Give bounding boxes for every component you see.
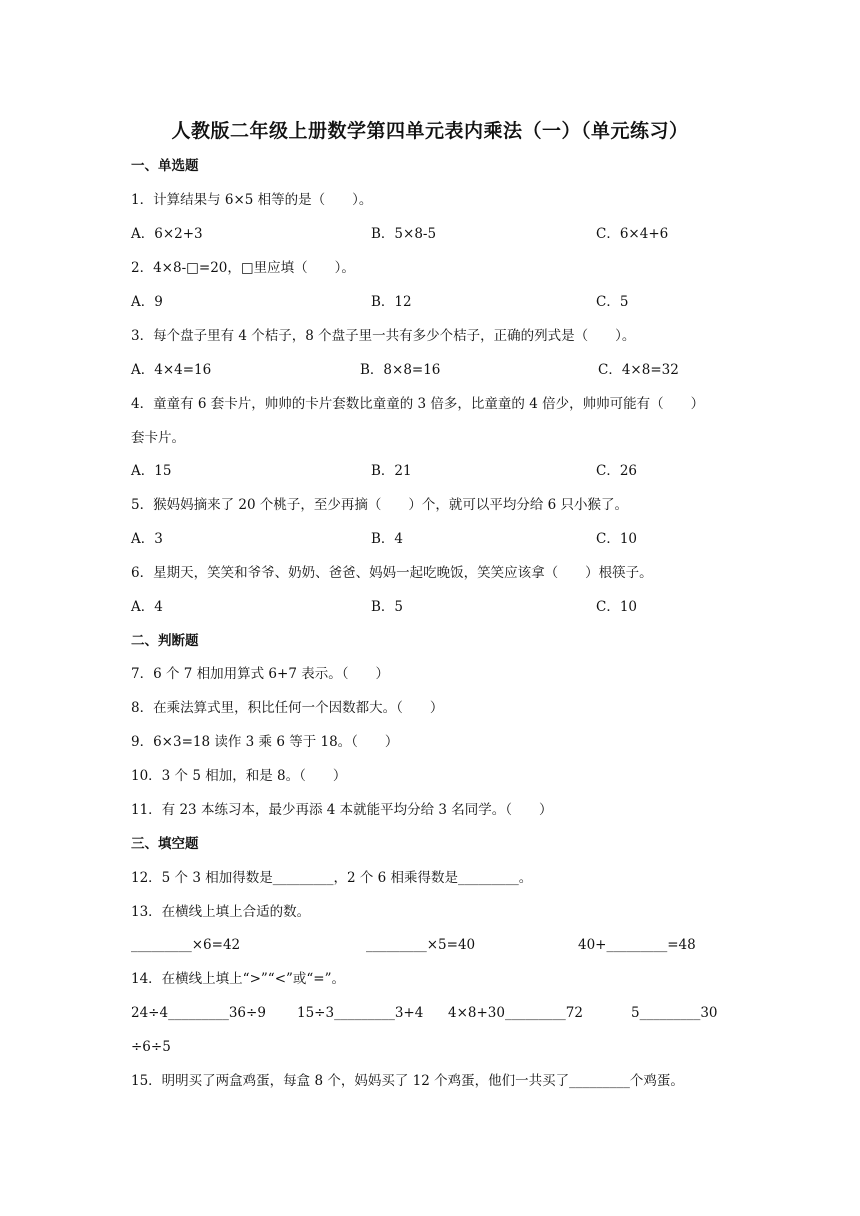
q2-option-b: B．12 (371, 294, 412, 310)
question-10: 10．3 个 5 相加，和是 8。（ ） (131, 768, 347, 784)
question-4-line1: 4．童童有 6 套卡片，帅帅的卡片套数比童童的 3 倍多，比童童的 4 倍少，帅帅可能有（ ） (131, 396, 705, 412)
q4-option-c: C．26 (596, 463, 638, 479)
q1-option-a: A．6×2+3 (131, 226, 203, 242)
q14-compare-a: 24÷4_________36÷9 (131, 1005, 266, 1021)
section-fill-blank: 三、填空题 (131, 836, 199, 852)
question-9: 9．6×3=18 读作 3 乘 6 等于 18。（ ） (131, 734, 399, 750)
q1-option-b: B．5×8-5 (371, 226, 437, 242)
q6-option-a: A．4 (131, 599, 163, 615)
question-4-line2: 套卡片。 (131, 430, 185, 446)
q6-option-b: B．5 (371, 599, 404, 615)
question-7: 7．6 个 7 相加用算式 6+7 表示。（ ） (131, 666, 389, 682)
q4-option-a: A．15 (131, 463, 172, 479)
question-3: 3．每个盘子里有 4 个桔子，8 个盘子里一共有多少个桔子，正确的列式是（ ）。 (131, 328, 636, 344)
question-8: 8．在乘法算式里，积比任何一个因数都大。（ ） (131, 700, 444, 716)
q5-option-a: A．3 (131, 531, 163, 547)
question-12: 12．5 个 3 相加得数是_________，2 个 6 相乘得数是_________。 (131, 870, 533, 886)
q14-compare-d-cont: ÷6÷5 (131, 1039, 171, 1055)
q14-compare-c: 4×8+30_________72 (448, 1005, 583, 1021)
question-14: 14．在横线上填上“>”“<”或“=”。 (131, 971, 346, 987)
q1-option-c: C．6×4+6 (596, 226, 669, 242)
question-13: 13．在横线上填上合适的数。 (131, 904, 311, 920)
question-5: 5．猴妈妈摘来了 20 个桃子，至少再摘（ ）个，就可以平均分给 6 只小猴了。 (131, 497, 629, 513)
section-single-choice: 一、单选题 (131, 158, 199, 174)
question-11: 11．有 23 本练习本，最少再添 4 本就能平均分给 3 名同学。（ ） (131, 802, 553, 818)
q3-option-a: A．4×4=16 (131, 362, 212, 378)
q4-option-b: B．21 (371, 463, 412, 479)
q2-option-a: A．9 (131, 294, 163, 310)
q13-blank-a: _________×6=42 (131, 937, 241, 953)
q13-blank-b: _________×5=40 (366, 937, 476, 953)
q14-compare-d: 5_________30 (631, 1005, 718, 1021)
question-2: 2．4×8-□=20，□里应填（ ）。 (131, 260, 355, 276)
q6-option-c: C．10 (596, 599, 638, 615)
q2-option-c: C．5 (596, 294, 629, 310)
q13-blank-c: 40+_________=48 (578, 937, 696, 953)
q3-option-b: B．8×8=16 (360, 362, 441, 378)
question-1: 1．计算结果与 6×5 相等的是（ ）。 (131, 192, 373, 208)
section-true-false: 二、判断题 (131, 633, 199, 649)
q14-compare-b: 15÷3_________3+4 (297, 1005, 424, 1021)
q5-option-c: C．10 (596, 531, 638, 547)
q5-option-b: B．4 (371, 531, 404, 547)
question-6: 6．星期天，笑笑和爷爷、奶奶、爸爸、妈妈一起吃晚饭，笑笑应该拿（ ）根筷子。 (131, 565, 653, 581)
page-title: 人教版二年级上册数学第四单元表内乘法（一）（单元练习） (171, 120, 689, 142)
question-15: 15．明明买了两盒鸡蛋，每盒 8 个，妈妈买了 12 个鸡蛋，他们一共买了_________个鸡蛋。 (131, 1073, 684, 1089)
q3-option-c: C．4×8=32 (598, 362, 679, 378)
